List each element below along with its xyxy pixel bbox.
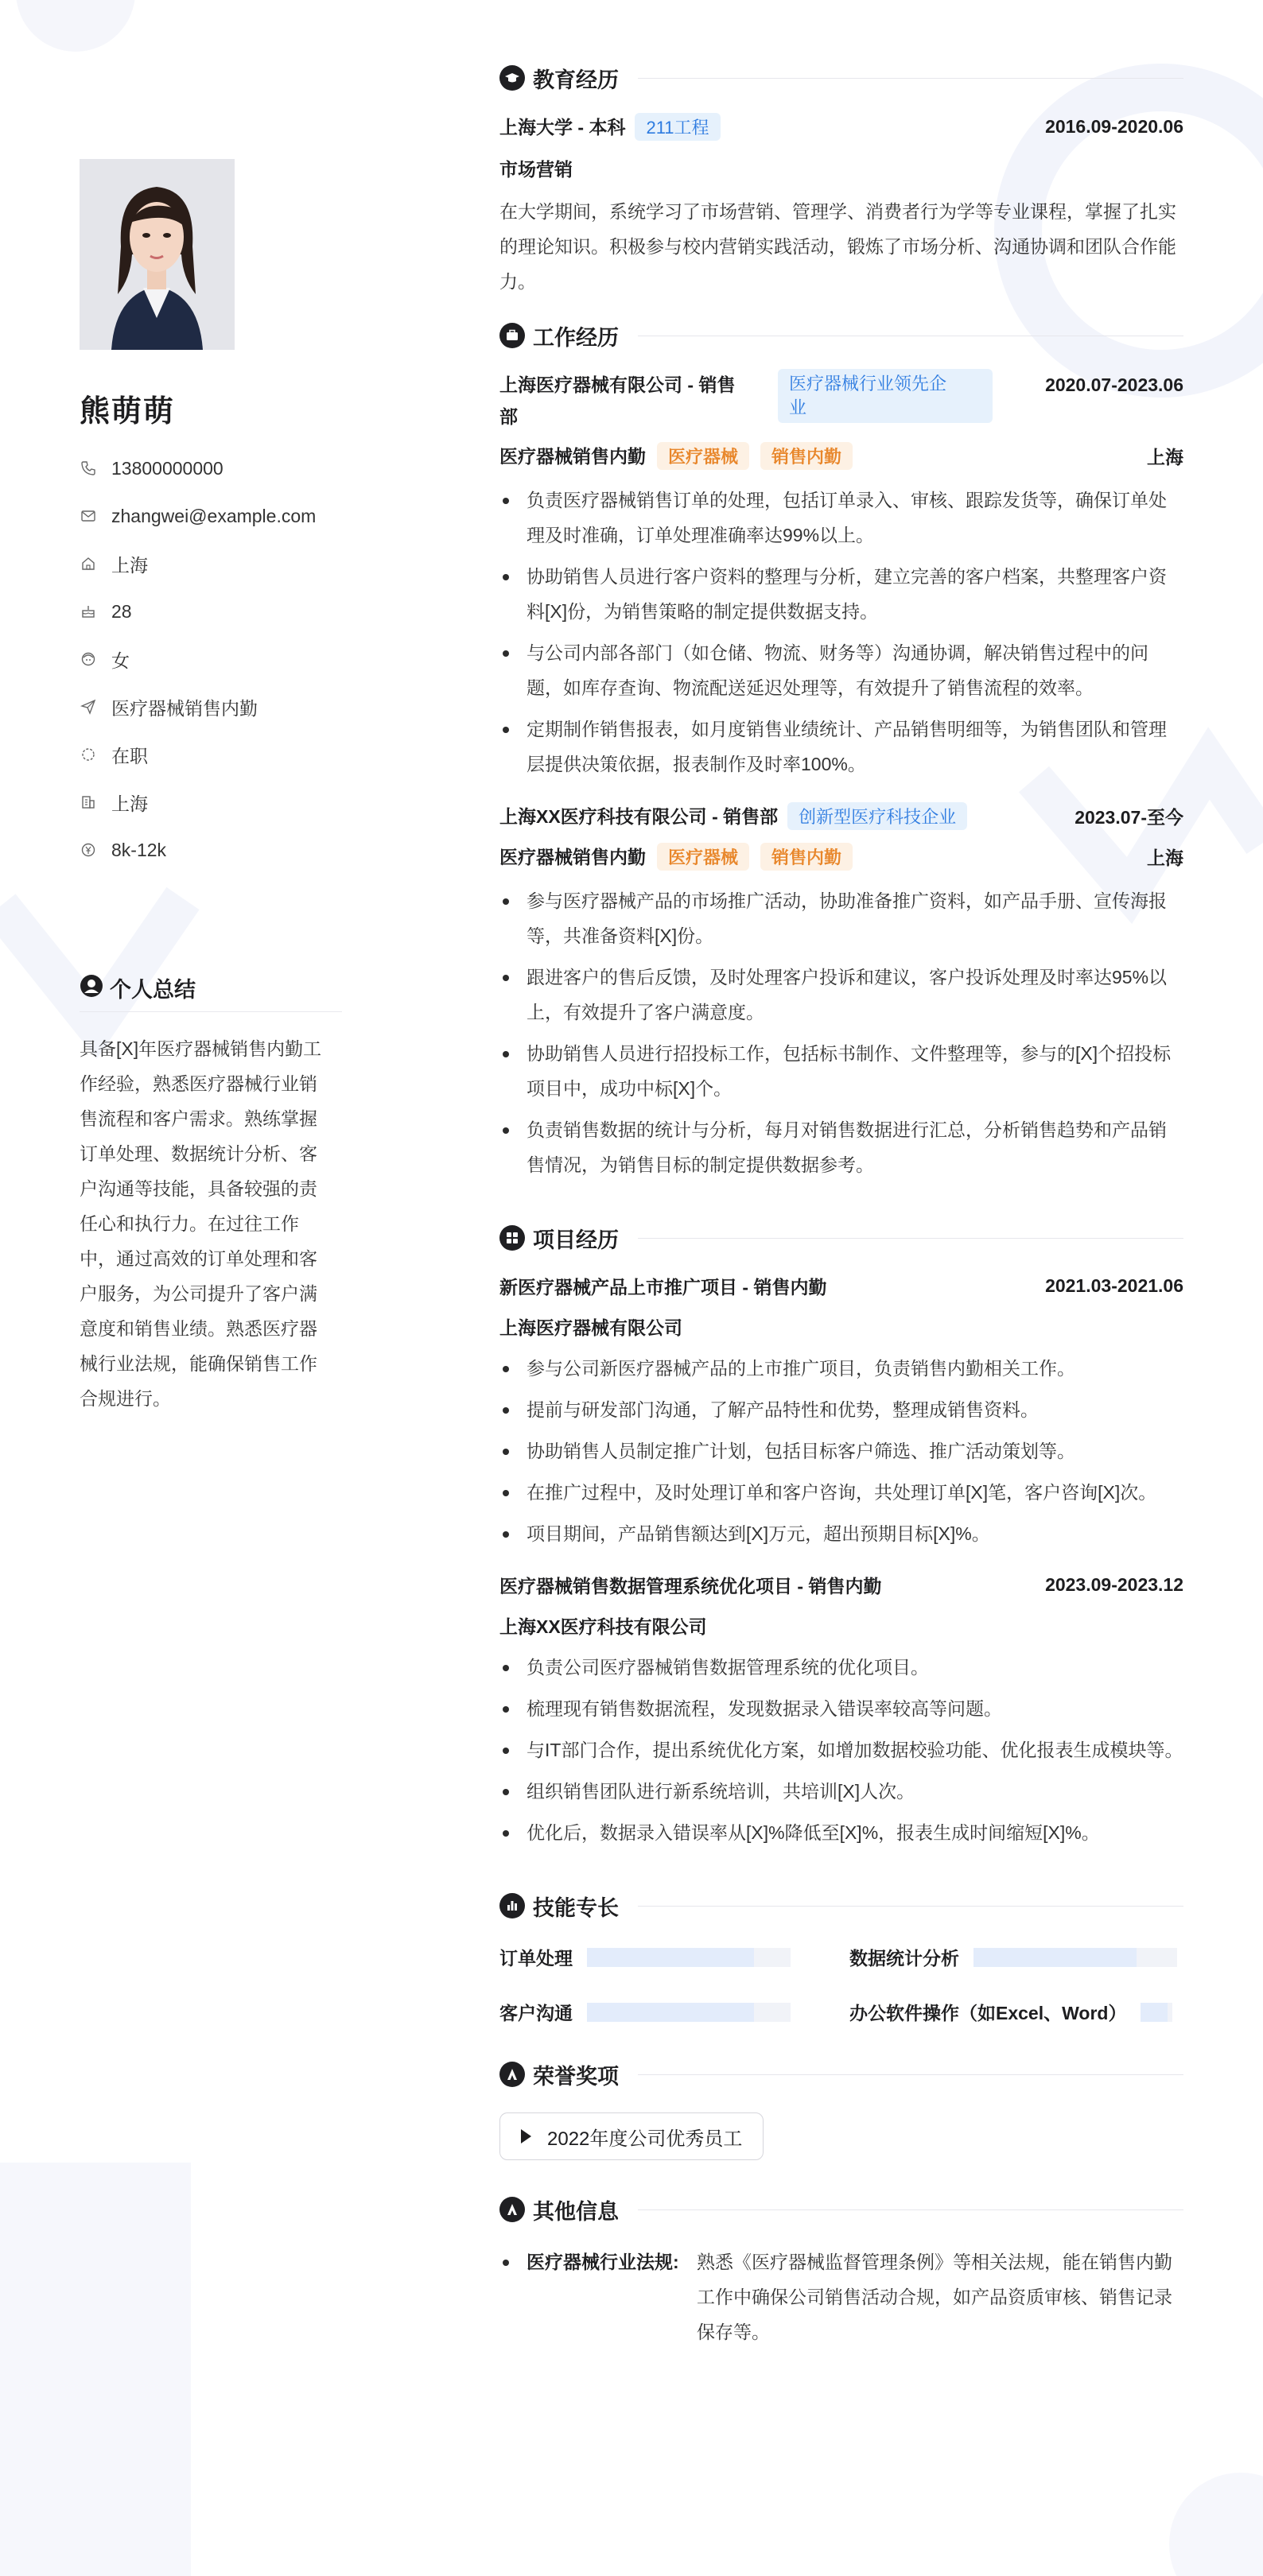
job-1-city: 上海 <box>1147 447 1183 467</box>
job-2-date: 2023.07-至今 <box>1075 807 1183 828</box>
project-2-bullets <box>499 1650 1183 1850</box>
info-email <box>80 492 342 540</box>
job-2-position-group <box>499 843 853 871</box>
job-2-position: 医疗器械销售内勤 <box>499 847 646 867</box>
awards-title: 荣誉奖项 <box>533 2064 619 2089</box>
job-2-company-group <box>499 802 967 830</box>
list-item: 参与公司新医疗器械产品的上市推广项目，负责销售内勤相关工作。 <box>499 1351 1183 1386</box>
skill-name: 数据统计分析 <box>849 1948 959 1969</box>
triangle-right-icon <box>521 2129 531 2143</box>
list-item: 跟进客户的售后反馈，及时处理客户投诉和建议，客户投诉处理及时率达95%以上，有效提升了客户满意度。 <box>499 960 1183 1030</box>
job-1-position-row <box>499 442 1183 470</box>
phone-icon <box>80 460 97 477</box>
summary-text: 具备[X]年医疗器械销售内勤工作经验，熟悉医疗器械行业销售流程和客户需求。熟练掌握订单处理、数据统计分析、客户沟通等技能，具备较强的责任心和执行力。在过往工作中，通过高效的订单处理和客户服务，为公司提升了客户满意度和销售业绩。熟悉医疗器械行业法规，能确保销售工作合规进行。 <box>80 1038 322 1409</box>
info-gender <box>80 635 342 683</box>
project-2-name: 医疗器械销售数据管理系统优化项目 - 销售内勤 <box>499 1576 882 1596</box>
list-item: 优化后，数据录入错误率从[X]%降低至[X]%，报表生成时间缩短[X]%。 <box>499 1815 1183 1850</box>
job-1-company <box>499 369 770 433</box>
job-2-company: 上海XX医疗科技有限公司 - 销售部 <box>499 806 779 827</box>
job-1-date: 2020.07-2023.06 <box>1045 374 1183 395</box>
section-divider <box>638 1238 1183 1239</box>
info-city-value: 上海 <box>111 793 148 814</box>
education-major: 市场营销 <box>499 159 573 180</box>
main-column <box>499 60 1183 2349</box>
section-divider <box>638 1906 1183 1907</box>
education-desc: 在大学期间，系统学习了市场营销、管理学、消费者行为学等专业课程，掌握了扎实的理论知识。积极参与校内营销实践活动，锻炼了市场分析、沟通协调和团队合作能力。 <box>499 201 1176 292</box>
home-icon <box>80 555 97 572</box>
job-1-tag <box>778 369 993 423</box>
list-item: 负责销售数据的统计与分析，每月对销售数据进行汇总，分析销售趋势和产品销售情况，为销售目标的制定提供数据参考。 <box>499 1112 1183 1182</box>
job-1-company-line2: 部 <box>499 406 518 427</box>
education-header <box>499 60 1183 95</box>
education-title: 教育经历 <box>533 68 619 92</box>
skill-name: 订单处理 <box>499 1948 573 1969</box>
info-salary <box>80 826 342 874</box>
candidate-name: 熊萌萌 <box>80 395 176 429</box>
project-1-name: 新医疗器械产品上市推广项目 - 销售内勤 <box>499 1277 827 1298</box>
other-header <box>499 2192 1183 2227</box>
info-position-value: 医疗器械销售内勤 <box>111 697 258 719</box>
list-item: 与公司内部各部门（如仓储、物流、财务等）沟通协调，解决销售过程中的问题，如库存查询、物流配送延迟处理等，有效提升了销售流程的效率。 <box>499 635 1183 705</box>
building-icon <box>80 793 97 811</box>
job-1-tag-b: 销售内勤 <box>760 442 853 470</box>
bar-chart-icon <box>499 1893 525 1918</box>
info-phone-value: 13800000000 <box>111 457 223 479</box>
list-item: 梳理现有销售数据流程，发现数据录入错误率较高等问题。 <box>499 1691 1183 1726</box>
list-item: 协助销售人员进行客户资料的整理与分析，建立完善的客户档案，共整理客户资料[X]份，为销售策略的制定提供数据支持。 <box>499 559 1183 629</box>
contact-info-list <box>80 444 342 874</box>
info-email-value: zhangwei@example.com <box>111 505 317 526</box>
other-item <box>499 2244 1183 2349</box>
project-2-company: 上海XX医疗科技有限公司 <box>499 1616 707 1637</box>
skill-item <box>849 1944 1183 1970</box>
job-1-position-group <box>499 442 853 470</box>
status-icon <box>80 746 97 763</box>
list-item: 协助销售人员制定推广计划，包括目标客户筛选、推广活动策划等。 <box>499 1433 1183 1468</box>
avatar <box>80 159 235 350</box>
grid-icon <box>499 1225 525 1251</box>
info-badge-icon <box>499 2197 525 2222</box>
projects-header <box>499 1220 1183 1255</box>
job-1-tag-a: 医疗器械 <box>657 442 749 470</box>
list-item: 参与医疗器械产品的市场推广活动，协助准备推广资料，如产品手册、宣传海报等，共准备资料[X]份。 <box>499 883 1183 953</box>
education-date: 2016.09-2020.06 <box>1045 116 1183 137</box>
summary-title: 个人总结 <box>110 978 196 1002</box>
section-divider <box>638 2074 1183 2075</box>
info-phone <box>80 444 342 492</box>
project-1-date: 2021.03-2021.06 <box>1045 1275 1183 1296</box>
awards-header <box>499 2057 1183 2092</box>
other-label: 医疗器械行业法规: <box>499 2244 697 2279</box>
education-row <box>499 113 1183 141</box>
skill-item <box>849 1999 1183 2025</box>
job-2-tag-a: 医疗器械 <box>657 843 749 871</box>
job-1-header <box>499 369 1183 433</box>
briefcase-icon <box>499 323 525 348</box>
salary-icon <box>80 841 97 859</box>
project-1-bullets <box>499 1351 1183 1551</box>
list-item: 定期制作销售报表，如月度销售业绩统计、产品销售明细等，为销售团队和管理层提供决策依据，报表制作及时率100%。 <box>499 712 1183 782</box>
user-icon <box>80 974 103 1002</box>
list-item: 项目期间，产品销售额达到[X]万元，超出预期目标[X]%。 <box>499 1516 1183 1551</box>
info-age <box>80 588 342 635</box>
info-salary-value: 8k-12k <box>111 839 167 860</box>
job-1-tag-line1: 医疗器械行业领先企 <box>789 374 947 394</box>
project-2-date: 2023.09-2023.12 <box>1045 1574 1183 1595</box>
job-2-tag: 创新型医疗科技企业 <box>787 802 967 830</box>
skills-title: 技能专长 <box>533 1895 619 1920</box>
job-2-position-row <box>499 843 1183 871</box>
work-title: 工作经历 <box>533 325 619 350</box>
info-gender-value: 女 <box>111 650 130 671</box>
project-1-company: 上海医疗器械有限公司 <box>499 1317 682 1338</box>
skill-item <box>499 1999 841 2025</box>
send-icon <box>80 698 97 716</box>
list-item: 负责公司医疗器械销售数据管理系统的优化项目。 <box>499 1650 1183 1685</box>
projects-title: 项目经历 <box>533 1228 619 1252</box>
education-tag: 211工程 <box>635 113 720 141</box>
info-location-value: 上海 <box>111 554 148 576</box>
info-age-value: 28 <box>111 600 132 622</box>
graduation-cap-icon <box>499 65 525 91</box>
medal-icon <box>499 2062 525 2087</box>
info-city <box>80 778 342 826</box>
skill-level-bar <box>587 2003 791 2022</box>
other-value: 熟悉《医疗器械监督管理条例》等相关法规，能在销售内勤工作中确保公司销售活动合规，如产品资质审核、销售记录保存等。 <box>697 2252 1172 2342</box>
job-2-tag-b: 销售内勤 <box>760 843 853 871</box>
gender-icon <box>80 650 97 668</box>
section-divider <box>638 78 1183 79</box>
award-label: 2022年度公司优秀员工 <box>547 2128 743 2150</box>
project-1-header <box>499 1273 1183 1299</box>
award-item <box>499 2112 764 2160</box>
list-item: 协助销售人员进行招投标工作，包括标书制作、文件整理等，参与的[X]个招投标项目中，成功中标[X]个。 <box>499 1036 1183 1106</box>
info-status <box>80 731 342 778</box>
cake-icon <box>80 603 97 620</box>
info-location <box>80 540 342 588</box>
skill-name: 客户沟通 <box>499 2003 573 2023</box>
profile-column <box>80 159 342 1416</box>
other-title: 其他信息 <box>533 2199 619 2224</box>
list-item: 与IT部门合作，提出系统优化方案，如增加数据校验功能、优化报表生成模块等。 <box>499 1732 1183 1767</box>
info-status-value: 在职 <box>111 745 148 766</box>
list-item: 在推广过程中，及时处理订单和客户咨询，共处理订单[X]笔，客户咨询[X]次。 <box>499 1475 1183 1510</box>
skills-header <box>499 1888 1183 1923</box>
skill-level-bar <box>587 1948 791 1967</box>
job-1-position: 医疗器械销售内勤 <box>499 446 646 467</box>
skill-level-bar <box>1141 2003 1172 2022</box>
list-item: 负责医疗器械销售订单的处理，包括订单录入、审核、跟踪发货等，确保订单处理及时准确，订单处理准确率达99%以上。 <box>499 483 1183 553</box>
awards-list <box>499 2112 1183 2160</box>
job-1-bullets <box>499 483 1183 782</box>
list-item: 组织销售团队进行新系统培训，共培训[X]人次。 <box>499 1774 1183 1809</box>
education-school <box>499 113 721 141</box>
skill-item <box>499 1944 841 1970</box>
list-item: 提前与研发部门沟通，了解产品特性和优势，整理成销售资料。 <box>499 1392 1183 1427</box>
education-school-name: 上海大学 - 本科 <box>499 117 626 138</box>
info-position <box>80 683 342 731</box>
skills-grid <box>499 1944 1183 2025</box>
mail-icon <box>80 507 97 525</box>
work-header <box>499 318 1183 353</box>
job-2-bullets <box>499 883 1183 1182</box>
skill-level-bar <box>973 1948 1177 1967</box>
job-2-header <box>499 802 1183 830</box>
skill-name: 办公软件操作（如Excel、Word） <box>849 2003 1127 2023</box>
job-1-company-line1: 上海医疗器械有限公司 - 销售 <box>499 374 736 395</box>
summary-header <box>80 972 342 1012</box>
project-2-header <box>499 1572 1183 1598</box>
job-1-tag-line2: 业 <box>789 398 807 417</box>
job-2-city: 上海 <box>1147 848 1183 868</box>
section-divider <box>638 2209 1183 2210</box>
